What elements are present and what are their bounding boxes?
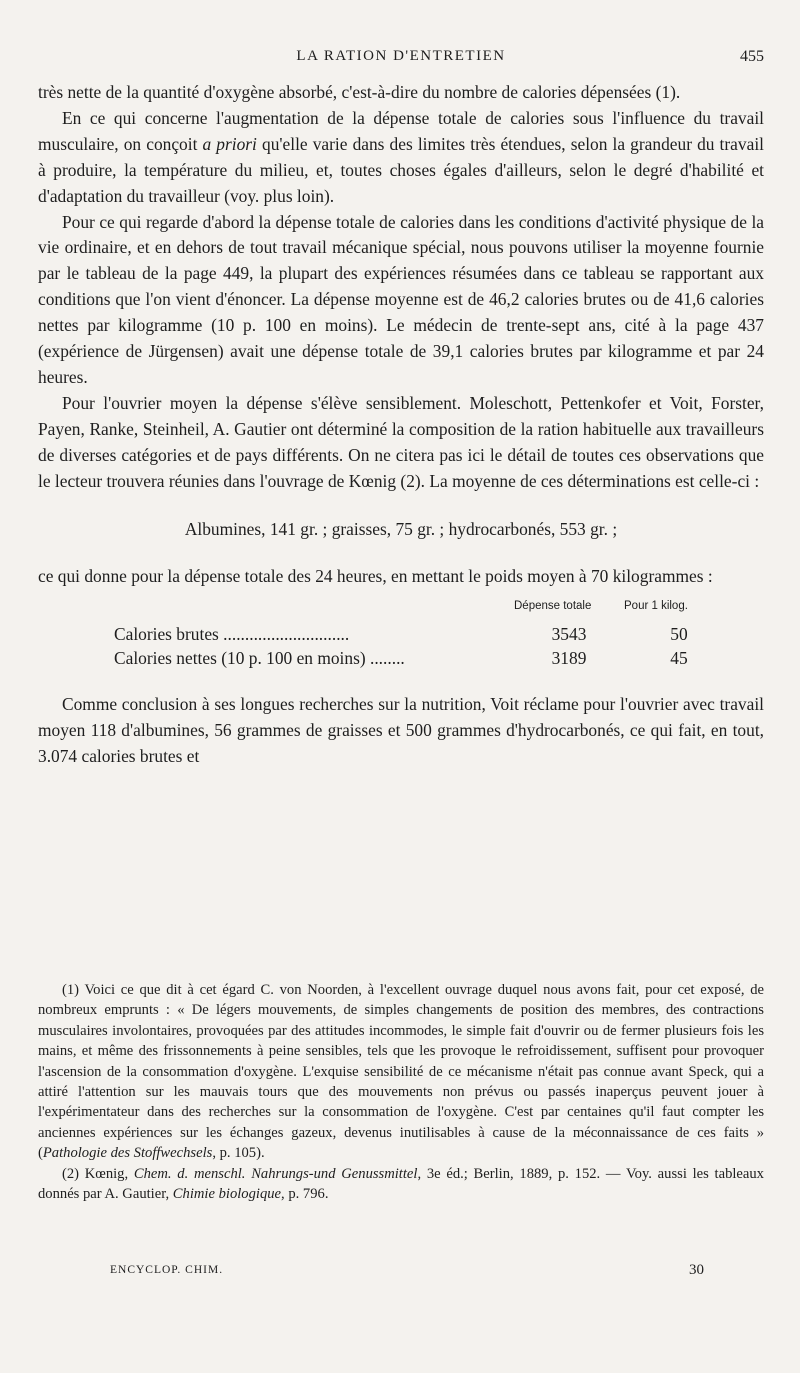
paragraph-5: ce qui donne pour la dépense totale des 24 heures, en mettant le poids moyen à 70 kilogrammes : [38, 566, 713, 587]
footnote-2-text: (2) Kœnig, [62, 1165, 129, 1182]
paragraph-2-emphasis: a priori [202, 133, 257, 154]
calories-table [114, 594, 734, 670]
calories-table-header [114, 594, 734, 622]
footnotes [38, 980, 764, 1204]
footnote-2-middle: , 3e éd.; Berlin, 1889, p. 152. — Voy. aussi les tableaux donnés par A. Gautier, [38, 1165, 764, 1203]
row-per-kg: 50 [670, 624, 688, 645]
footnote-1-end: , p. 105). [212, 1145, 265, 1162]
paragraph-1: très nette de la quantité d'oxygène absorbé, c'est-à-dire du nombre de calories dépensées (1). [38, 82, 681, 102]
footnote-2-end: , p. 796. [281, 1186, 329, 1203]
paragraph-4: Pour l'ouvrier moyen la dépense s'élève sensiblement. Moleschott, Pettenkofer et Voit, Forster, Payen, Ranke, Steinheil, A. Gautier ont déterminé la composition de la ration habituelle aux travailleurs de diverses catégories et de pays différents. On ne citera pas ici le détail de toutes ces observations que le lecteur trouvera réunies dans l'ouvrage de Kœnig (2). La moyenne de ces déterminations est celle-ci : [38, 392, 764, 491]
footnote-2-title: Chem. d. menschl. Nahrungs-und Genussmittel [133, 1165, 418, 1182]
row-label: Calories brutes ............................. [114, 624, 350, 645]
footnote-1-title: Pathologie des Stoffwechsels [42, 1145, 213, 1162]
row-label: Calories nettes (10 p. 100 en moins) ........ [114, 648, 405, 669]
table-row [114, 646, 734, 670]
paragraph-2-part-b: qu'elle varie dans des limites très étendues, selon la grandeur du travail à produire, la température du milieu, et, toutes choses égales d'ailleurs, selon le degré d'habilité et d'adaptation du travailleur (voy. plus loin). [38, 133, 764, 206]
header-blank [114, 594, 514, 622]
page-number: 455 [740, 48, 764, 65]
header-total: Dépense totale [514, 600, 592, 613]
paragraph-6: Comme conclusion à ses longues recherches sur la nutrition, Voit réclame pour l'ouvrier avec travail moyen 118 d'albumines, 56 grammes de graisses et 500 grammes d'hydrocarbonés, ce qui fait, en tout, 3.074 calories brutes et [38, 694, 764, 767]
table-row [114, 622, 734, 646]
signature-number: 30 [689, 1262, 704, 1278]
ration-formula: Albumines, 141 gr. ; graisses, 75 gr. ; hydrocarbonés, 553 gr. ; [184, 518, 618, 539]
footnote-2-second-title: Chimie biologique [172, 1186, 282, 1203]
row-per-kg: 45 [670, 648, 688, 669]
row-total: 3543 [551, 624, 587, 645]
paragraph-2 [38, 106, 764, 210]
row-total: 3189 [551, 648, 587, 669]
signature-label: ENCYCLOP. CHIM. [110, 1264, 224, 1276]
signature-line [110, 1264, 710, 1284]
footnote-1-text: (1) Voici ce que dit à cet égard C. von Noorden, à l'excellent ouvrage duquel nous avons fait, pour cet exposé, de nombreux emprunts : « De légers mouvements, de simples changements de position des membres, des contractions musculaires involontaires, provoquées par des attitudes incommodes, le simple fait d'ouvrir ou de fermer plusieurs fois les mains, et même des frissonnements à peine sensibles, tels que les provoque le refroidissement, suffisent pour provoquer l'ascension de la consommation d'oxygène. L'exquise sensibilité de ce mécanisme n'était pas connue avant Speck, qui a attiré l'attention sur les mauvais tours que des mouvements non prévus ou passés inaperçus peuvent jouer à l'expérimentateur dans des recherches sur la consommation de l'oxygène. C'est par centaines qu'il faut compter les anciennes expériences sur les échanges gazeux, devenus inutilisables à cause de la méconnaissance de ces faits » ( [38, 982, 764, 1162]
paragraph-2-part-a: En ce qui concerne l'augmentation de la dépense totale de calories sous l'influence du travail musculaire, on conçoit [38, 107, 764, 154]
footnote-2 [38, 1164, 764, 1205]
page-header [38, 44, 764, 74]
main-text [38, 80, 764, 770]
footnote-1 [38, 980, 764, 1164]
paragraph-3: Pour ce qui regarde d'abord la dépense totale de calories dans les conditions d'activité physique de la vie ordinaire, et en dehors de tout travail mécanique spécial, nous pouvons utiliser la moyenne fournie par le tableau de la page 449, la plupart des expériences résumées dans ce tableau se rapportant aux conditions que l'on vient d'énoncer. La dépense moyenne est de 46,2 calories brutes ou de 41,6 calories nettes par kilogramme (10 p. 100 en moins). Le médecin de trente-sept ans, cité à la page 437 (expérience de Jürgensen) avait une dépense totale de 39,1 calories brutes par kilogramme et par 24 heures. [38, 211, 764, 387]
header-per-kg: Pour 1 kilog. [624, 600, 688, 613]
running-title: LA RATION D'ENTRETIEN [296, 48, 506, 64]
